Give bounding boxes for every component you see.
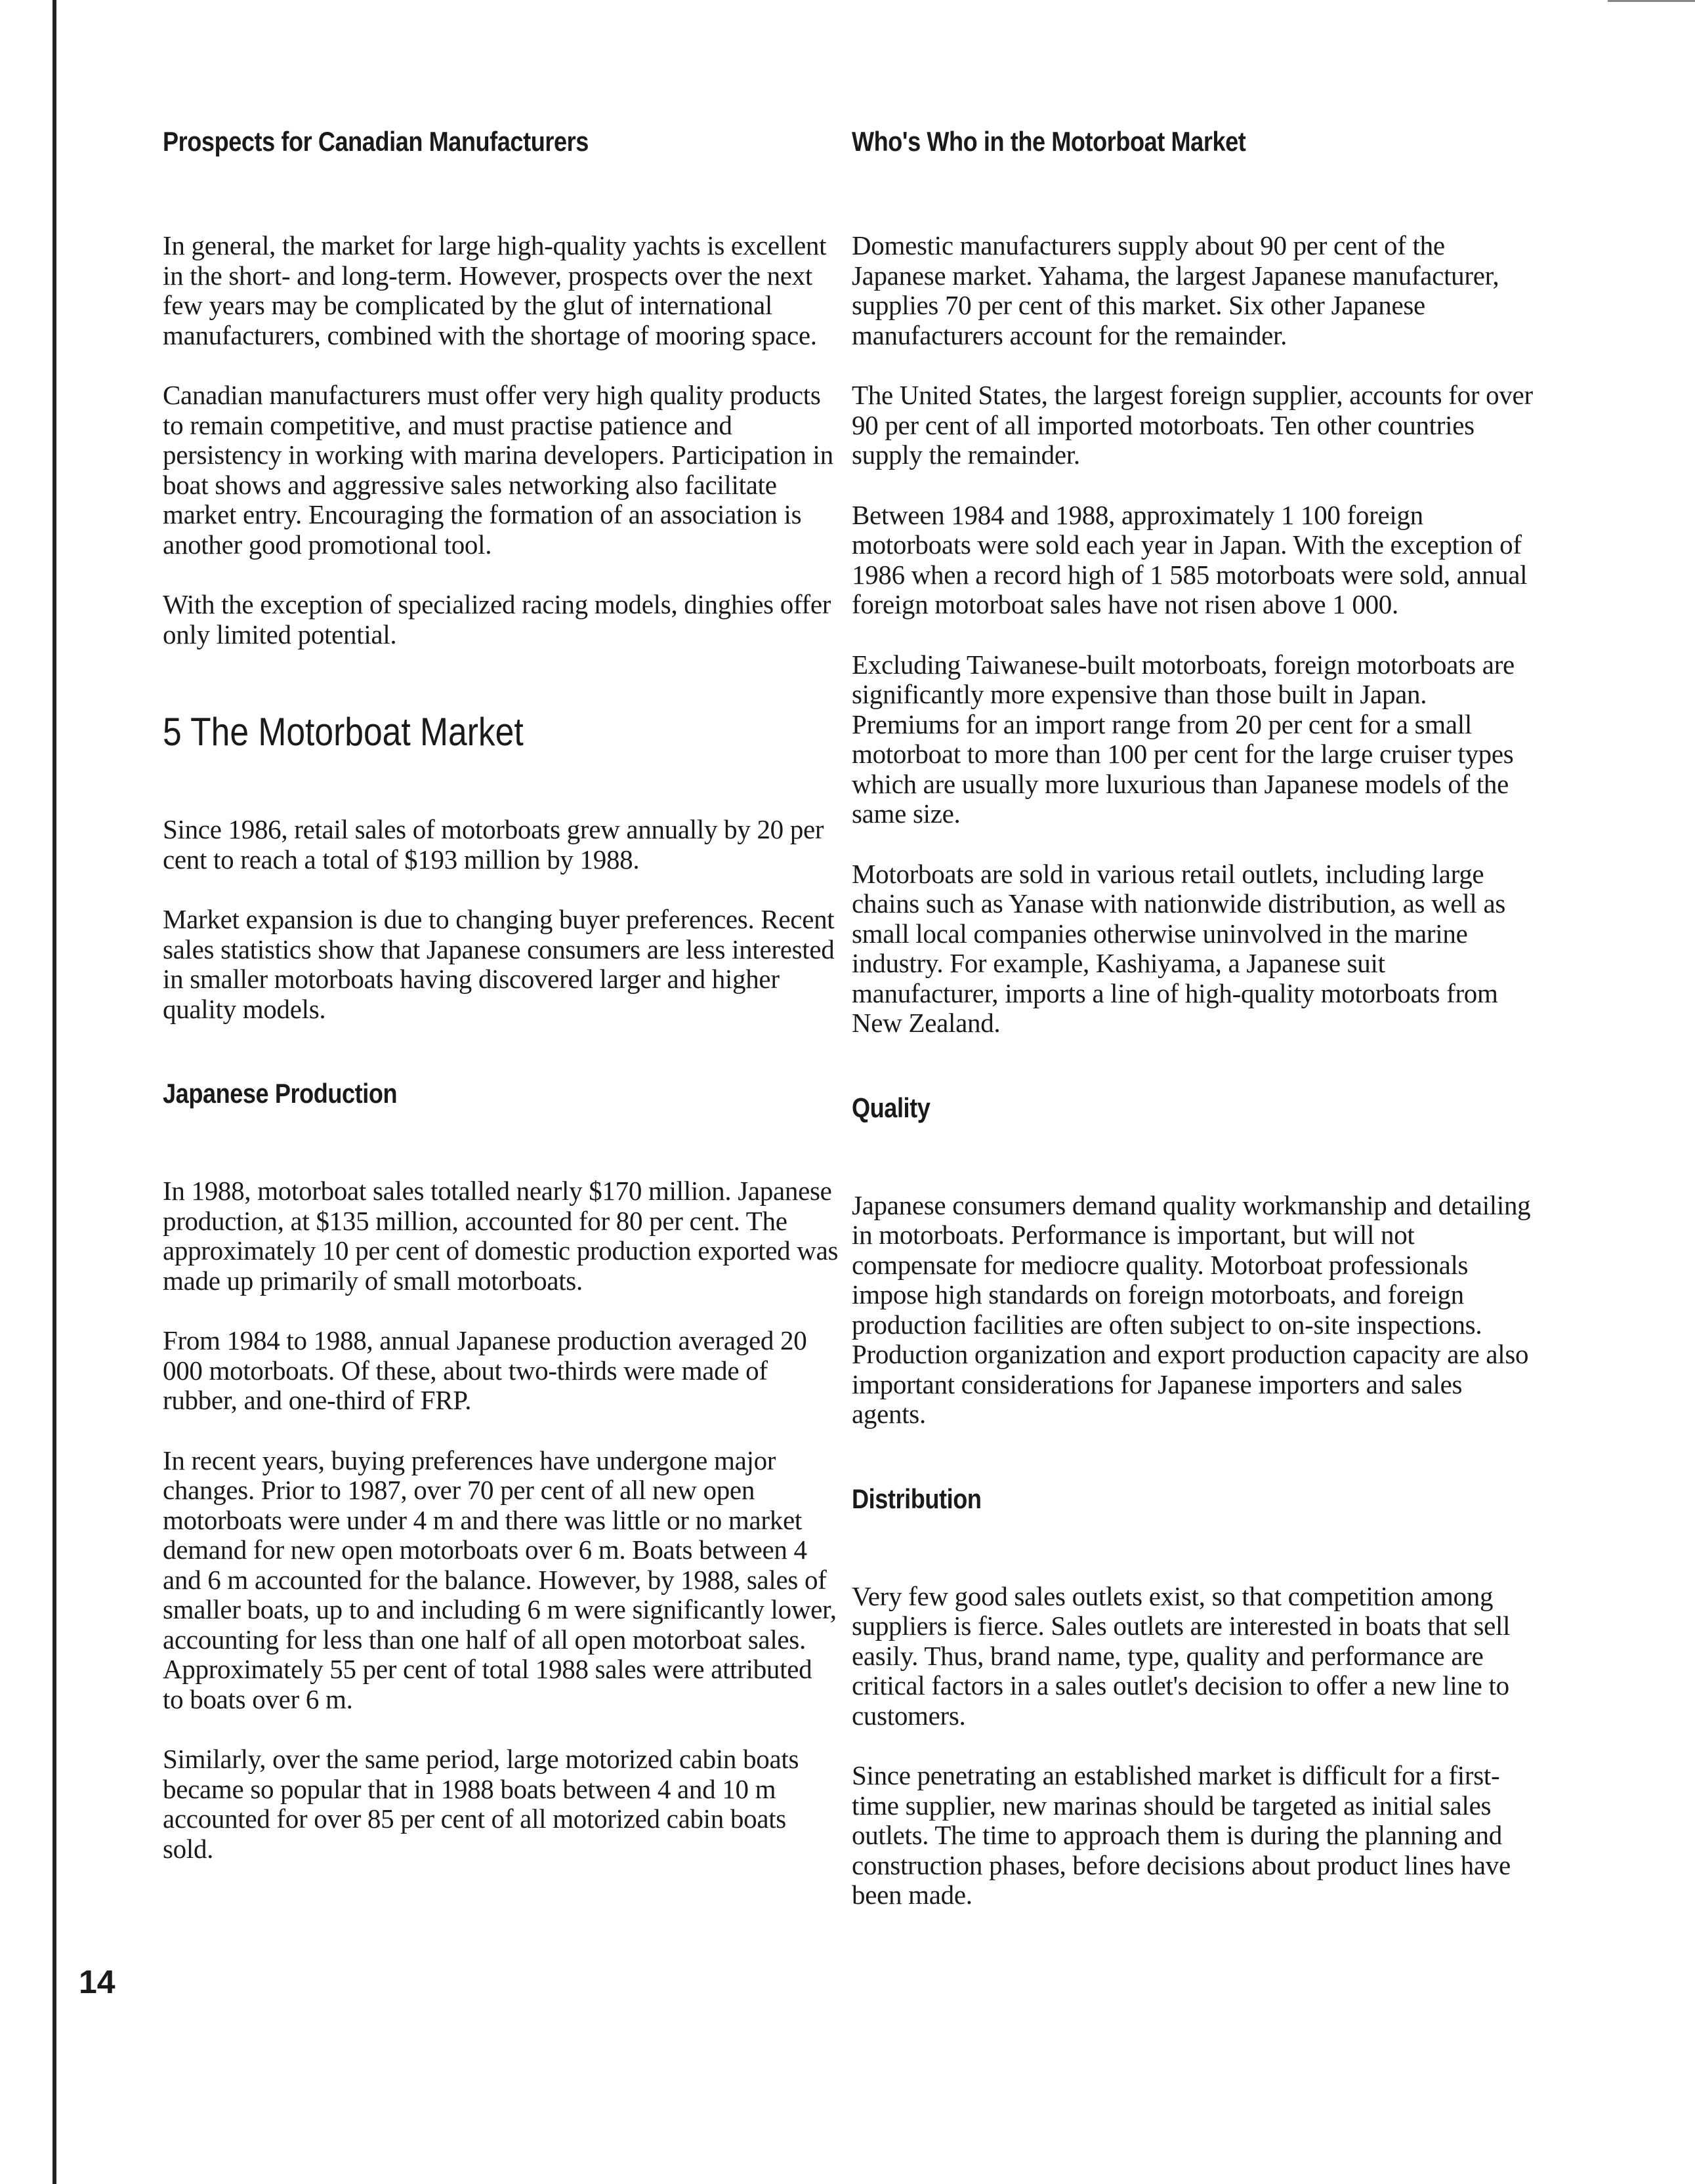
- motorboat-market-paragraph-1: Since 1986, retail sales of motorboats grew annually by 20 per cent to reach a total of $193 million by 1988.: [163, 814, 824, 875]
- distribution-paragraph-2: Since penetrating an established market is difficult for a first-time supplier, new marinas should be targeted as initial sales outlets. The time to approach them is during the planning and construction phases, before decisions about product lines have been made.: [852, 1760, 1511, 1910]
- prospects-heading: Prospects for Canadian Manufacturers: [163, 126, 589, 157]
- prospects-paragraph-2: Canadian manufacturers must offer very high quality products to remain competitive, and must practise patience and persistency in working with marina developers. Participation in boat shows and aggressive sales networking also facilitate market entry. Encouraging the formation of an association is another good promotional tool.: [163, 380, 833, 560]
- japanese-production-paragraph-2: From 1984 to 1988, annual Japanese production averaged 20 000 motorboats. Of these, about two-thirds were made of rubber, and one-third of FRP.: [163, 1325, 807, 1415]
- japanese-production-paragraph-4: Similarly, over the same period, large motorized cabin boats became so popular that in 1988 boats between 4 and 10 m accounted for over 85 per cent of all motorized cabin boats sold.: [163, 1744, 799, 1864]
- right-column: [852, 125, 1534, 1910]
- whos-who-paragraph-1: Domestic manufacturers supply about 90 per cent of the Japanese market. Yahama, the largest Japanese manufacturer, supplies 70 per cent of this market. Six other Japanese manufacturers account for the remainder.: [852, 230, 1499, 350]
- distribution-paragraph-1: Very few good sales outlets exist, so that competition among suppliers is fierce. Sales outlets are interested in boats that sell easily. Thus, brand name, type, quality and performance are critical factors in a sales outlet's decision to offer a new line to customers.: [852, 1580, 1511, 1731]
- whos-who-paragraph-5: Motorboats are sold in various retail outlets, including large chains such as Yanase with nationwide distribution, as well as small local companies otherwise uninvolved in the marine industry. For example, Kashiyama, a Japanese suit manufacturer, imports a line of high-quality motorboats from New Zealand.: [852, 858, 1506, 1038]
- whos-who-heading: Who's Who in the Motorboat Market: [852, 126, 1246, 157]
- whos-who-paragraph-2: The United States, the largest foreign supplier, accounts for over 90 per cent of all imported motorboats. Ten other countries supply the remainder.: [852, 380, 1533, 470]
- page-number: 14: [79, 1964, 115, 2000]
- whos-who-paragraph-4: Excluding Taiwanese-built motorboats, foreign motorboats are significantly more expensive than those built in Japan. Premiums for an import range from 20 per cent for a small motorboat to more than 100 per cent for the large cruiser types which are usually more luxurious than Japanese models of the same size.: [852, 649, 1515, 829]
- japanese-production-paragraph-1: In 1988, motorboat sales totalled nearly $170 million. Japanese production, at $135 million, accounted for 80 per cent. The approximately 10 per cent of domestic production exported was made up primarily of small motorboats.: [163, 1176, 839, 1296]
- chapter-heading-motorboat-market: 5 The Motorboat Market: [163, 710, 524, 754]
- prospects-paragraph-3: With the exception of specialized racing models, dinghies offer only limited potential.: [163, 589, 831, 649]
- quality-paragraph-1: Japanese consumers demand quality workmanship and detailing in motorboats. Performance is important, but will not compensate for mediocre quality. Motorboat professionals impose high standards on foreign motorboats, and foreign production facilities are often subject to on-site inspections. Production organization and export production capacity are also important considerations for Japanese importers and sales agents.: [852, 1189, 1531, 1429]
- left-column: [163, 125, 839, 1864]
- japanese-production-heading: Japanese Production: [163, 1078, 398, 1109]
- top-edge-rule: [1608, 0, 1695, 2]
- whos-who-paragraph-3: Between 1984 and 1988, approximately 1 100 foreign motorboats were sold each year in Japan. With the exception of 1986 when a record high of 1 585 motorboats were sold, annual foreign motorboat sales have not risen above 1 000.: [852, 499, 1528, 619]
- prospects-paragraph-1: In general, the market for large high-quality yachts is excellent in the short- and long-term. However, prospects over the next few years may be complicated by the glut of international manufacturers, combined with the shortage of mooring space.: [163, 230, 827, 350]
- binding-edge-line: [52, 0, 56, 2184]
- japanese-production-paragraph-3: In recent years, buying preferences have undergone major changes. Prior to 1987, over 70 per cent of all new open motorboats were under 4 m and there was little or no market demand for new open motorboats over 6 m. Boats between 4 and 6 m accounted for the balance. However, by 1988, sales of smaller boats, up to and including 6 m were significantly lower, accounting for less than one half of all open motorboat sales. Approximately 55 per cent of total 1988 sales were attributed to boats over 6 m.: [163, 1445, 837, 1714]
- motorboat-market-paragraph-2: Market expansion is due to changing buyer preferences. Recent sales statistics show that Japanese consumers are less interested in smaller motorboats having discovered larger and higher quality models.: [163, 904, 835, 1024]
- quality-heading: Quality: [852, 1092, 931, 1123]
- distribution-heading: Distribution: [852, 1483, 982, 1514]
